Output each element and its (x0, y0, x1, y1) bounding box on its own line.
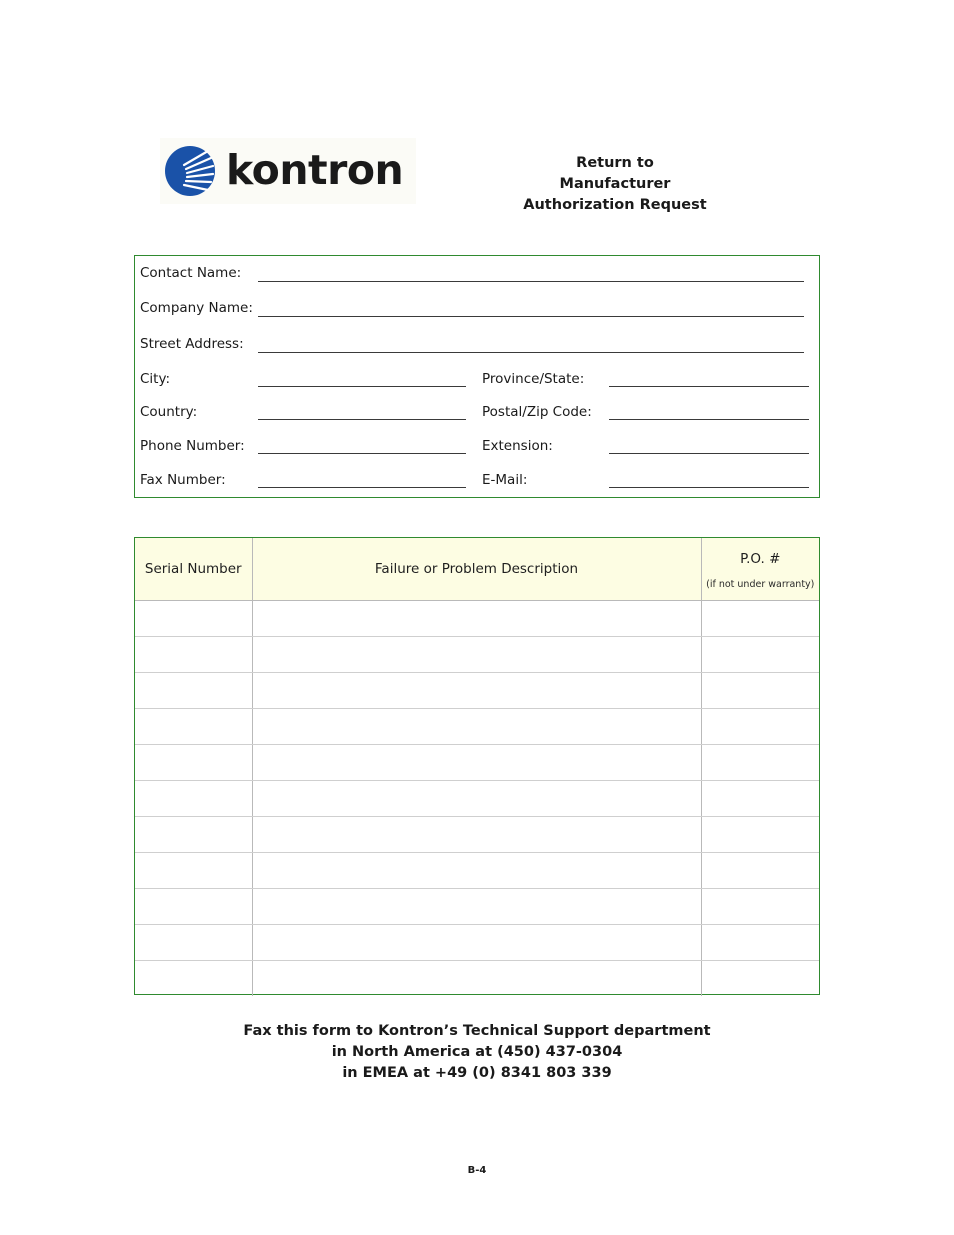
kontron-wordmark: kontron (226, 146, 404, 194)
fax-instructions-line-1: Fax this form to Kontron’s Technical Support department (243, 1023, 711, 1039)
description-cell[interactable] (252, 745, 701, 781)
items-table (135, 538, 819, 996)
contact-name-label: Contact Name: (140, 265, 242, 281)
table-row (135, 889, 819, 925)
fax-number-label: Fax Number: (140, 472, 226, 488)
serial-number-cell[interactable] (135, 709, 252, 745)
description-cell[interactable] (252, 853, 701, 889)
po-number-cell[interactable] (701, 745, 819, 781)
po-number-cell[interactable] (701, 889, 819, 925)
po-warranty-note: (if not under warranty) (706, 578, 815, 590)
serial-number-cell[interactable] (135, 961, 252, 997)
po-number-cell[interactable] (701, 781, 819, 817)
country-field[interactable] (258, 419, 466, 420)
description-cell[interactable] (252, 817, 701, 853)
po-number-cell[interactable] (701, 673, 819, 709)
serial-number-cell[interactable] (135, 925, 252, 961)
company-name-field[interactable] (258, 316, 804, 317)
serial-number-cell[interactable] (135, 745, 252, 781)
kontron-logo (160, 138, 416, 204)
serial-number-cell[interactable] (135, 673, 252, 709)
kontron-globe-icon (164, 145, 218, 199)
street-address-field[interactable] (258, 352, 804, 353)
table-row (135, 817, 819, 853)
postal-zip-label: Postal/Zip Code: (482, 404, 592, 420)
title-line-1: Return to (576, 155, 654, 171)
email-label: E-Mail: (482, 472, 528, 488)
po-number-cell[interactable] (701, 925, 819, 961)
description-header: Failure or Problem Description (252, 538, 701, 601)
table-row (135, 673, 819, 709)
phone-number-field[interactable] (258, 453, 466, 454)
po-number-cell[interactable] (701, 817, 819, 853)
fax-instructions-line-3: in EMEA at +49 (0) 8341 803 339 (342, 1065, 612, 1081)
email-field[interactable] (609, 487, 809, 488)
table-row (135, 781, 819, 817)
description-cell[interactable] (252, 637, 701, 673)
table-row (135, 925, 819, 961)
serial-number-cell[interactable] (135, 781, 252, 817)
serial-number-cell[interactable] (135, 817, 252, 853)
city-label: City: (140, 371, 171, 387)
province-state-label: Province/State: (482, 371, 585, 387)
extension-field[interactable] (609, 453, 809, 454)
country-label: Country: (140, 404, 198, 420)
table-row (135, 601, 819, 637)
fax-number-field[interactable] (258, 487, 466, 488)
serial-number-header: Serial Number (135, 538, 252, 601)
serial-number-cell[interactable] (135, 637, 252, 673)
document-title (500, 153, 730, 216)
po-number-header (701, 538, 819, 601)
postal-zip-field[interactable] (609, 419, 809, 420)
po-number-cell[interactable] (701, 637, 819, 673)
table-row (135, 637, 819, 673)
fax-instructions-line-2: in North America at (450) 437-0304 (331, 1044, 623, 1060)
contact-info-box (134, 255, 820, 498)
title-line-2: Manufacturer (559, 176, 671, 192)
description-cell[interactable] (252, 673, 701, 709)
po-number-cell[interactable] (701, 709, 819, 745)
page-number: B-4 (467, 1165, 487, 1176)
province-state-field[interactable] (609, 386, 809, 387)
description-cell[interactable] (252, 925, 701, 961)
serial-number-cell[interactable] (135, 889, 252, 925)
po-number-cell[interactable] (701, 853, 819, 889)
phone-number-label: Phone Number: (140, 438, 245, 454)
table-header-row (135, 538, 819, 601)
contact-name-field[interactable] (258, 281, 804, 282)
table-row (135, 709, 819, 745)
description-cell[interactable] (252, 781, 701, 817)
table-row (135, 745, 819, 781)
description-cell[interactable] (252, 961, 701, 997)
street-address-label: Street Address: (140, 336, 244, 352)
po-number-cell[interactable] (701, 961, 819, 997)
fax-instructions (200, 1021, 754, 1084)
city-field[interactable] (258, 386, 466, 387)
po-number-cell[interactable] (701, 601, 819, 637)
po-number-label: P.O. # (740, 550, 781, 567)
description-cell[interactable] (252, 709, 701, 745)
table-row (135, 853, 819, 889)
company-name-label: Company Name: (140, 300, 253, 316)
title-line-3: Authorization Request (523, 197, 707, 213)
serial-number-cell[interactable] (135, 853, 252, 889)
table-row (135, 961, 819, 997)
extension-label: Extension: (482, 438, 553, 454)
description-cell[interactable] (252, 889, 701, 925)
serial-number-cell[interactable] (135, 601, 252, 637)
description-cell[interactable] (252, 601, 701, 637)
items-table-box (134, 537, 820, 995)
